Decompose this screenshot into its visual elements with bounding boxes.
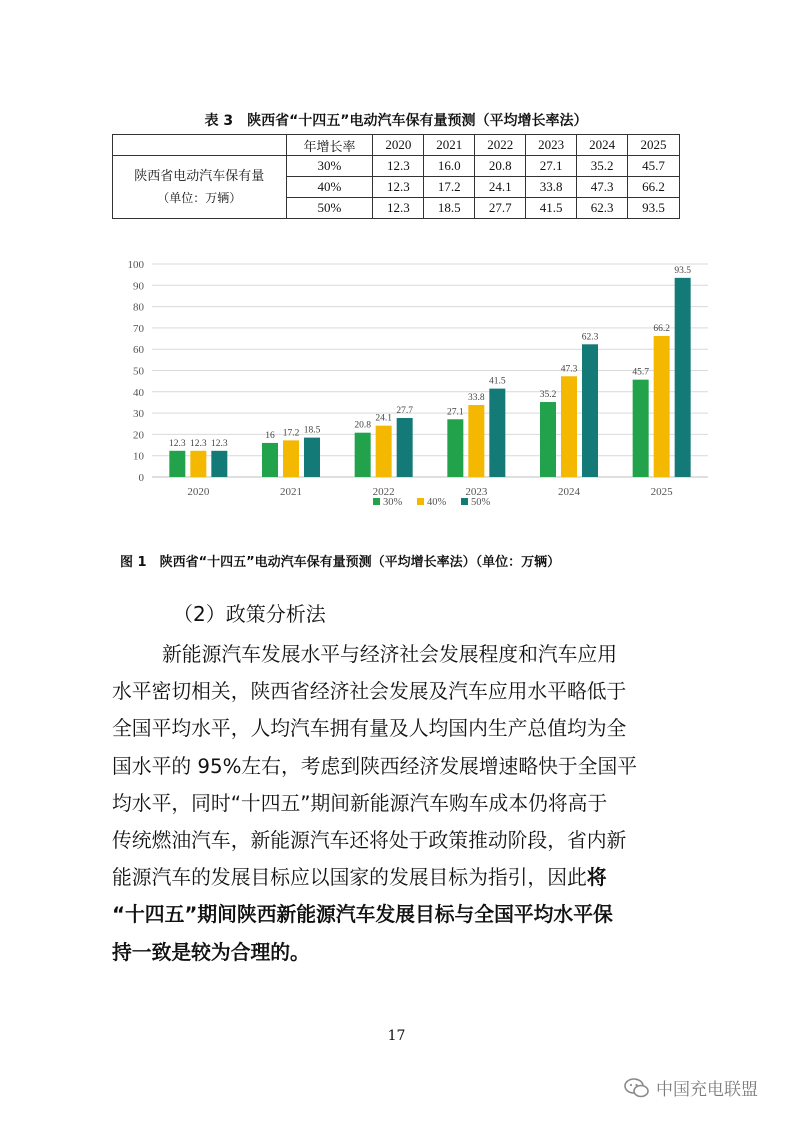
table-corner-cell bbox=[113, 135, 287, 156]
bar bbox=[376, 426, 392, 477]
row-unit: （单位：万辆） bbox=[157, 191, 242, 205]
y-tick-label: 80 bbox=[133, 301, 144, 314]
bar bbox=[397, 418, 413, 477]
value-cell: 27.7 bbox=[475, 198, 526, 219]
x-tick-label: 2022 bbox=[372, 486, 395, 498]
forecast-table bbox=[112, 134, 680, 219]
bar bbox=[582, 344, 598, 477]
legend-label: 40% bbox=[427, 497, 447, 508]
watermark-text: 中国充电联盟 bbox=[656, 1080, 758, 1100]
bar bbox=[468, 405, 484, 477]
value-cell: 12.3 bbox=[373, 156, 424, 177]
data-label: 27.1 bbox=[447, 407, 464, 418]
bar bbox=[211, 451, 227, 477]
value-cell: 17.2 bbox=[424, 177, 475, 198]
value-cell: 20.8 bbox=[475, 156, 526, 177]
y-tick-label: 70 bbox=[133, 322, 144, 335]
legend-swatch bbox=[417, 498, 424, 505]
value-cell: 24.1 bbox=[475, 177, 526, 198]
bar-chart bbox=[110, 252, 710, 517]
data-label: 27.7 bbox=[396, 405, 413, 416]
x-tick-label: 2024 bbox=[558, 486, 580, 498]
bar bbox=[355, 433, 371, 477]
y-tick-label: 50 bbox=[133, 365, 144, 378]
data-label: 66.2 bbox=[653, 323, 670, 334]
bar bbox=[169, 451, 185, 477]
year-header: 2021 bbox=[424, 135, 475, 156]
legend-label: 50% bbox=[471, 497, 491, 508]
bar bbox=[675, 278, 691, 477]
wechat-icon bbox=[624, 1078, 650, 1098]
bar bbox=[654, 336, 670, 477]
watermark bbox=[624, 1075, 758, 1100]
paragraph-line: 全国平均水平，人均汽车拥有量及人均国内生产总值均为全 bbox=[112, 717, 627, 741]
value-cell: 16.0 bbox=[424, 156, 475, 177]
x-tick-label: 2023 bbox=[465, 486, 488, 498]
x-tick-label: 2025 bbox=[650, 486, 673, 498]
value-cell: 47.3 bbox=[577, 177, 628, 198]
data-label: 16 bbox=[265, 430, 275, 441]
data-label: 20.8 bbox=[354, 420, 371, 431]
table-title: 表 3 陕西省“十四五”电动汽车保有量预测（平均增长率法） bbox=[204, 113, 588, 129]
row-label: 陕西省电动汽车保有量 bbox=[134, 168, 265, 183]
paragraph-line: 新能源汽车发展水平与经济社会发展程度和汽车应用 bbox=[162, 643, 617, 666]
year-header: 2025 bbox=[628, 135, 680, 156]
data-label: 41.5 bbox=[489, 376, 506, 387]
paragraph-line-bold bbox=[112, 934, 682, 971]
x-tick-label: 2020 bbox=[187, 486, 210, 498]
value-cell: 41.5 bbox=[526, 198, 577, 219]
data-label: 18.5 bbox=[303, 425, 321, 436]
data-label: 33.8 bbox=[468, 393, 485, 404]
data-label: 12.3 bbox=[169, 438, 186, 449]
bar bbox=[540, 402, 556, 477]
y-tick-label: 20 bbox=[133, 429, 144, 442]
year-header: 2024 bbox=[577, 135, 628, 156]
data-label: 12.3 bbox=[211, 438, 228, 449]
y-tick-label: 90 bbox=[133, 280, 144, 293]
legend-swatch bbox=[461, 498, 468, 505]
row-label-cell bbox=[113, 156, 287, 219]
paragraph-line-text: 能源汽车的发展目标应以国家的发展目标为指引，因此 bbox=[112, 866, 587, 890]
x-tick-label: 2021 bbox=[280, 486, 302, 498]
figure-caption: 图 1 陕西省“十四五”电动汽车保有量预测（平均增长率法）（单位：万辆） bbox=[120, 555, 561, 570]
paragraph-line: 传统燃油汽车，新能源汽车还将处于政策推动阶段，省内新 bbox=[112, 829, 627, 853]
bar bbox=[304, 438, 320, 477]
paragraph-line: 水平密切相关，陕西省经济社会发展及汽车应用水平略低于 bbox=[112, 680, 627, 704]
bold-text: 持一致是较为合理的。 bbox=[112, 940, 310, 964]
paragraph-line: 均水平，同时“十四五”期间新能源汽车购车成本仍将高于 bbox=[112, 791, 608, 815]
paragraph-line-bold bbox=[112, 896, 682, 933]
rate-header: 年增长率 bbox=[286, 135, 373, 156]
y-tick-label: 40 bbox=[133, 386, 144, 399]
rate-cell: 50% bbox=[286, 198, 373, 219]
bar bbox=[633, 380, 649, 477]
data-label: 47.3 bbox=[560, 364, 578, 375]
rate-cell: 30% bbox=[286, 156, 373, 177]
data-label: 45.7 bbox=[632, 367, 649, 378]
value-cell: 18.5 bbox=[424, 198, 475, 219]
value-cell: 62.3 bbox=[577, 198, 628, 219]
data-label: 93.5 bbox=[674, 265, 691, 276]
page-number: 17 bbox=[387, 1028, 406, 1044]
bar bbox=[447, 419, 463, 477]
bold-text: “十四五”期间陕西新能源汽车发展目标与全国平均水平保 bbox=[112, 903, 613, 927]
value-cell: 66.2 bbox=[628, 177, 680, 198]
rate-cell: 40% bbox=[286, 177, 373, 198]
bar bbox=[283, 440, 299, 477]
y-tick-label: 30 bbox=[133, 408, 144, 421]
y-tick-label: 60 bbox=[133, 344, 144, 357]
data-label: 12.3 bbox=[190, 438, 207, 449]
body-paragraph bbox=[112, 636, 682, 971]
value-cell: 33.8 bbox=[526, 177, 577, 198]
year-header: 2020 bbox=[373, 135, 424, 156]
value-cell: 27.1 bbox=[526, 156, 577, 177]
bar bbox=[190, 451, 206, 477]
bar bbox=[262, 443, 278, 477]
legend-label: 30% bbox=[383, 497, 403, 508]
paragraph-line: 国水平的 95%左右，考虑到陕西经济发展增速略快于全国平 bbox=[112, 754, 638, 778]
y-tick-label: 10 bbox=[133, 450, 144, 463]
value-cell: 93.5 bbox=[628, 198, 680, 219]
section-heading: （2）政策分析法 bbox=[173, 602, 326, 626]
bar-chart-svg bbox=[110, 252, 710, 517]
data-label: 17.2 bbox=[282, 428, 300, 439]
year-header: 2022 bbox=[475, 135, 526, 156]
value-cell: 45.7 bbox=[628, 156, 680, 177]
value-cell: 12.3 bbox=[373, 177, 424, 198]
y-tick-label: 100 bbox=[127, 259, 144, 271]
year-header: 2023 bbox=[526, 135, 577, 156]
data-label: 62.3 bbox=[581, 332, 599, 343]
bar bbox=[561, 376, 577, 477]
paragraph-line-mixed bbox=[112, 859, 682, 896]
table-row bbox=[113, 156, 680, 177]
legend-swatch bbox=[373, 498, 380, 505]
bar bbox=[489, 389, 505, 477]
y-tick-label: 0 bbox=[138, 472, 144, 484]
value-cell: 12.3 bbox=[373, 198, 424, 219]
value-cell: 35.2 bbox=[577, 156, 628, 177]
data-label: 35.2 bbox=[539, 390, 557, 401]
bold-text: 将 bbox=[586, 866, 607, 890]
table-header-row bbox=[113, 135, 680, 156]
data-label: 24.1 bbox=[375, 413, 392, 424]
